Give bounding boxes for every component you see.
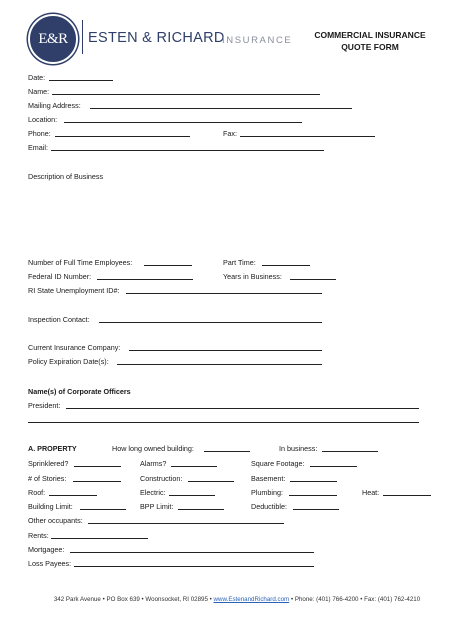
other-occupants-field[interactable] [88, 523, 284, 524]
current-insurance-company-field[interactable] [129, 350, 322, 351]
date-label: Date: [28, 73, 46, 82]
company-logo-monogram: E&R [28, 14, 78, 64]
fax-field[interactable] [240, 136, 375, 137]
stories-field[interactable] [73, 481, 121, 482]
location-label: Location: [28, 115, 58, 124]
form-title-line-2: QUOTE FORM [341, 42, 399, 52]
construction-label: Construction: [140, 474, 183, 483]
federal-id-field[interactable] [97, 279, 193, 280]
name-label: Name: [28, 87, 50, 96]
stories-label: # of Stories: [28, 474, 67, 483]
bpp-limit-label: BPP Limit: [140, 502, 174, 511]
president-field[interactable] [66, 408, 419, 409]
property-heading: A. PROPERTY [28, 444, 77, 453]
square-footage-field[interactable] [310, 466, 357, 467]
other-occupants-label: Other occupants: [28, 516, 83, 525]
mailing-address-label: Mailing Address: [28, 101, 81, 110]
form-title [300, 29, 440, 53]
page-footer [0, 596, 474, 603]
policy-expiration-label: Policy Expiration Date(s): [28, 357, 109, 366]
mailing-address-field[interactable] [90, 108, 352, 109]
footer-website-link[interactable]: www.EstenandRichard.com [213, 596, 290, 603]
building-limit-field[interactable] [80, 509, 126, 510]
mortgagee-label: Mortgagee: [28, 545, 65, 554]
plumbing-label: Plumbing: [251, 488, 283, 497]
logo-divider [82, 20, 83, 54]
mortgagee-field[interactable] [70, 552, 314, 553]
name-field[interactable] [52, 94, 320, 95]
federal-id-label: Federal ID Number: [28, 272, 92, 281]
in-business-label: In business: [279, 444, 318, 453]
footer-phone-fax: • Phone: (401) 766-4200 • Fax: (401) 762-4210 [290, 596, 421, 603]
deductible-label: Deductible: [251, 502, 287, 511]
email-label: Email: [28, 143, 48, 152]
bpp-limit-field[interactable] [178, 509, 224, 510]
part-time-field[interactable] [262, 265, 310, 266]
officer-field-2[interactable] [28, 422, 419, 423]
rents-field[interactable] [51, 538, 148, 539]
construction-field[interactable] [188, 481, 234, 482]
ri-unemployment-id-label: RI State Unemployment ID#: [28, 286, 120, 295]
description-of-business-label: Description of Business [28, 172, 104, 181]
electric-label: Electric: [140, 488, 166, 497]
deductible-field[interactable] [293, 509, 339, 510]
phone-field[interactable] [55, 136, 190, 137]
alarms-label: Alarms? [140, 459, 167, 468]
email-field[interactable] [51, 150, 324, 151]
loss-payees-field[interactable] [74, 566, 314, 567]
description-of-business-area[interactable] [28, 184, 448, 250]
square-footage-label: Square Footage: [251, 459, 305, 468]
phone-label: Phone: [28, 129, 51, 138]
basement-field[interactable] [290, 481, 337, 482]
in-business-field[interactable] [322, 451, 378, 452]
building-limit-label: Building Limit: [28, 502, 73, 511]
full-time-employees-label: Number of Full Time Employees: [28, 258, 133, 267]
part-time-label: Part Time: [223, 258, 256, 267]
sprinklered-label: Sprinklered? [28, 459, 69, 468]
sprinklered-field[interactable] [74, 466, 121, 467]
company-logo-name: ESTEN & RICHARD [88, 30, 225, 46]
plumbing-field[interactable] [289, 495, 337, 496]
loss-payees-label: Loss Payees: [28, 559, 72, 568]
inspection-contact-label: Inspection Contact: [28, 315, 90, 324]
policy-expiration-field[interactable] [117, 364, 322, 365]
ri-unemployment-id-field[interactable] [126, 293, 322, 294]
corporate-officers-heading: Name(s) of Corporate Officers [28, 387, 131, 396]
company-logo-tagline: INSURANCE [222, 35, 293, 46]
current-insurance-company-label: Current Insurance Company: [28, 343, 121, 352]
location-field[interactable] [64, 122, 302, 123]
fax-label: Fax: [223, 129, 237, 138]
date-field[interactable] [49, 80, 113, 81]
roof-field[interactable] [49, 495, 97, 496]
full-time-employees-field[interactable] [144, 265, 192, 266]
basement-label: Basement: [251, 474, 286, 483]
heat-field[interactable] [383, 495, 431, 496]
inspection-contact-field[interactable] [99, 322, 322, 323]
form-title-line-1: COMMERCIAL INSURANCE [314, 30, 426, 40]
alarms-field[interactable] [171, 466, 217, 467]
years-in-business-field[interactable] [290, 279, 336, 280]
president-label: President: [28, 401, 61, 410]
years-in-business-label: Years in Business: [223, 272, 282, 281]
how-long-owned-label: How long owned building: [112, 444, 194, 453]
roof-label: Roof: [28, 488, 46, 497]
footer-address: 342 Park Avenue • PO Box 639 • Woonsocket, RI 02895 • [53, 596, 212, 603]
heat-label: Heat: [362, 488, 380, 497]
rents-label: Rents: [28, 531, 49, 540]
how-long-owned-field[interactable] [204, 451, 250, 452]
electric-field[interactable] [169, 495, 215, 496]
